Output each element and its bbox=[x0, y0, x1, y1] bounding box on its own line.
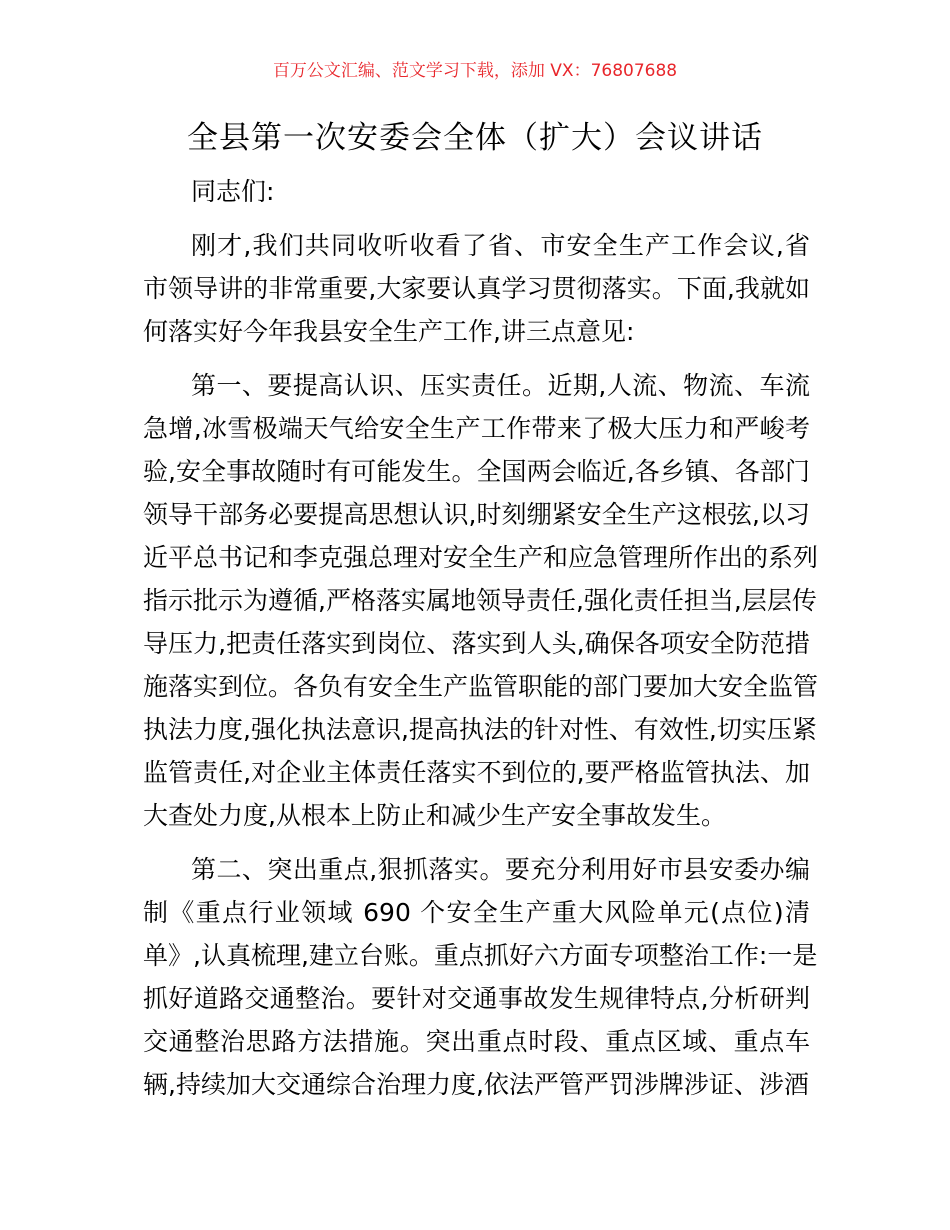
paragraph bbox=[143, 848, 818, 1106]
paragraph bbox=[143, 224, 810, 353]
paragraph-line: 市领导讲的非常重要,大家要认真学习贯彻落实。下面,我就如 bbox=[143, 274, 810, 303]
paragraph-line: 大查处力度,从根本上防止和减少生产安全事故发生。 bbox=[143, 801, 726, 830]
paragraph-line: 刚才,我们共同收听收看了省、市安全生产工作会议,省 bbox=[191, 231, 810, 260]
paragraph-line: 第一、要提高认识、压实责任。近期,人流、物流、车流 bbox=[191, 371, 810, 400]
paragraph-line: 急增,冰雪极端天气给安全生产工作带来了极大压力和严峻考 bbox=[143, 414, 810, 443]
paragraph-line: 执法力度,强化执法意识,提高执法的针对性、有效性,切实压紧 bbox=[143, 715, 817, 744]
paragraph-line: 何落实好今年我县安全生产工作,讲三点意见: bbox=[143, 317, 635, 346]
paragraph-line: 辆,持续加大交通综合治理力度,依法严管严罚涉牌涉证、涉酒 bbox=[143, 1070, 809, 1099]
paragraph-line: 第二、突出重点,狠抓落实。要充分利用好市县安委办编 bbox=[191, 855, 810, 884]
paragraph-line: 近平总书记和李克强总理对安全生产和应急管理所作出的系列 bbox=[143, 543, 819, 572]
paragraph-line: 制《重点行业领域 690 个安全生产重大风险单元(点位)清 bbox=[143, 898, 810, 927]
paragraph-line: 施落实到位。各负有安全生产监管职能的部门要加大安全监管 bbox=[143, 672, 819, 701]
document-title: 全县第一次安委会全体（扩大）会议讲话 bbox=[187, 120, 763, 156]
paragraph-line: 抓好道路交通整治。要针对交通事故发生规律特点,分析研判 bbox=[143, 984, 810, 1013]
paragraph-line: 指示批示为遵循,严格落实属地领导责任,强化责任担当,层层传 bbox=[143, 586, 817, 615]
paragraph-line: 领导干部务必要提高思想认识,时刻绷紧安全生产这根弦,以习 bbox=[143, 500, 810, 529]
greeting: 同志们: bbox=[191, 177, 275, 206]
paragraph-line: 单》,认真梳理,建立台账。重点抓好六方面专项整治工作:一是 bbox=[143, 941, 818, 970]
paragraph-line: 交通整治思路方法措施。突出重点时段、重点区域、重点车 bbox=[143, 1027, 810, 1056]
paragraph-line: 导压力,把责任落实到岗位、落实到人头,确保各项安全防范措 bbox=[143, 629, 810, 658]
paragraph-line: 验,安全事故随时有可能发生。全国两会临近,各乡镇、各部门 bbox=[143, 457, 810, 486]
paragraph bbox=[143, 364, 819, 837]
download-banner: 百万公文汇编、范文学习下载，添加 VX：76807688 bbox=[272, 61, 678, 81]
paragraph-line: 监管责任,对企业主体责任落实不到位的,要严格监管执法、加 bbox=[143, 758, 810, 787]
document-body bbox=[143, 170, 819, 1117]
